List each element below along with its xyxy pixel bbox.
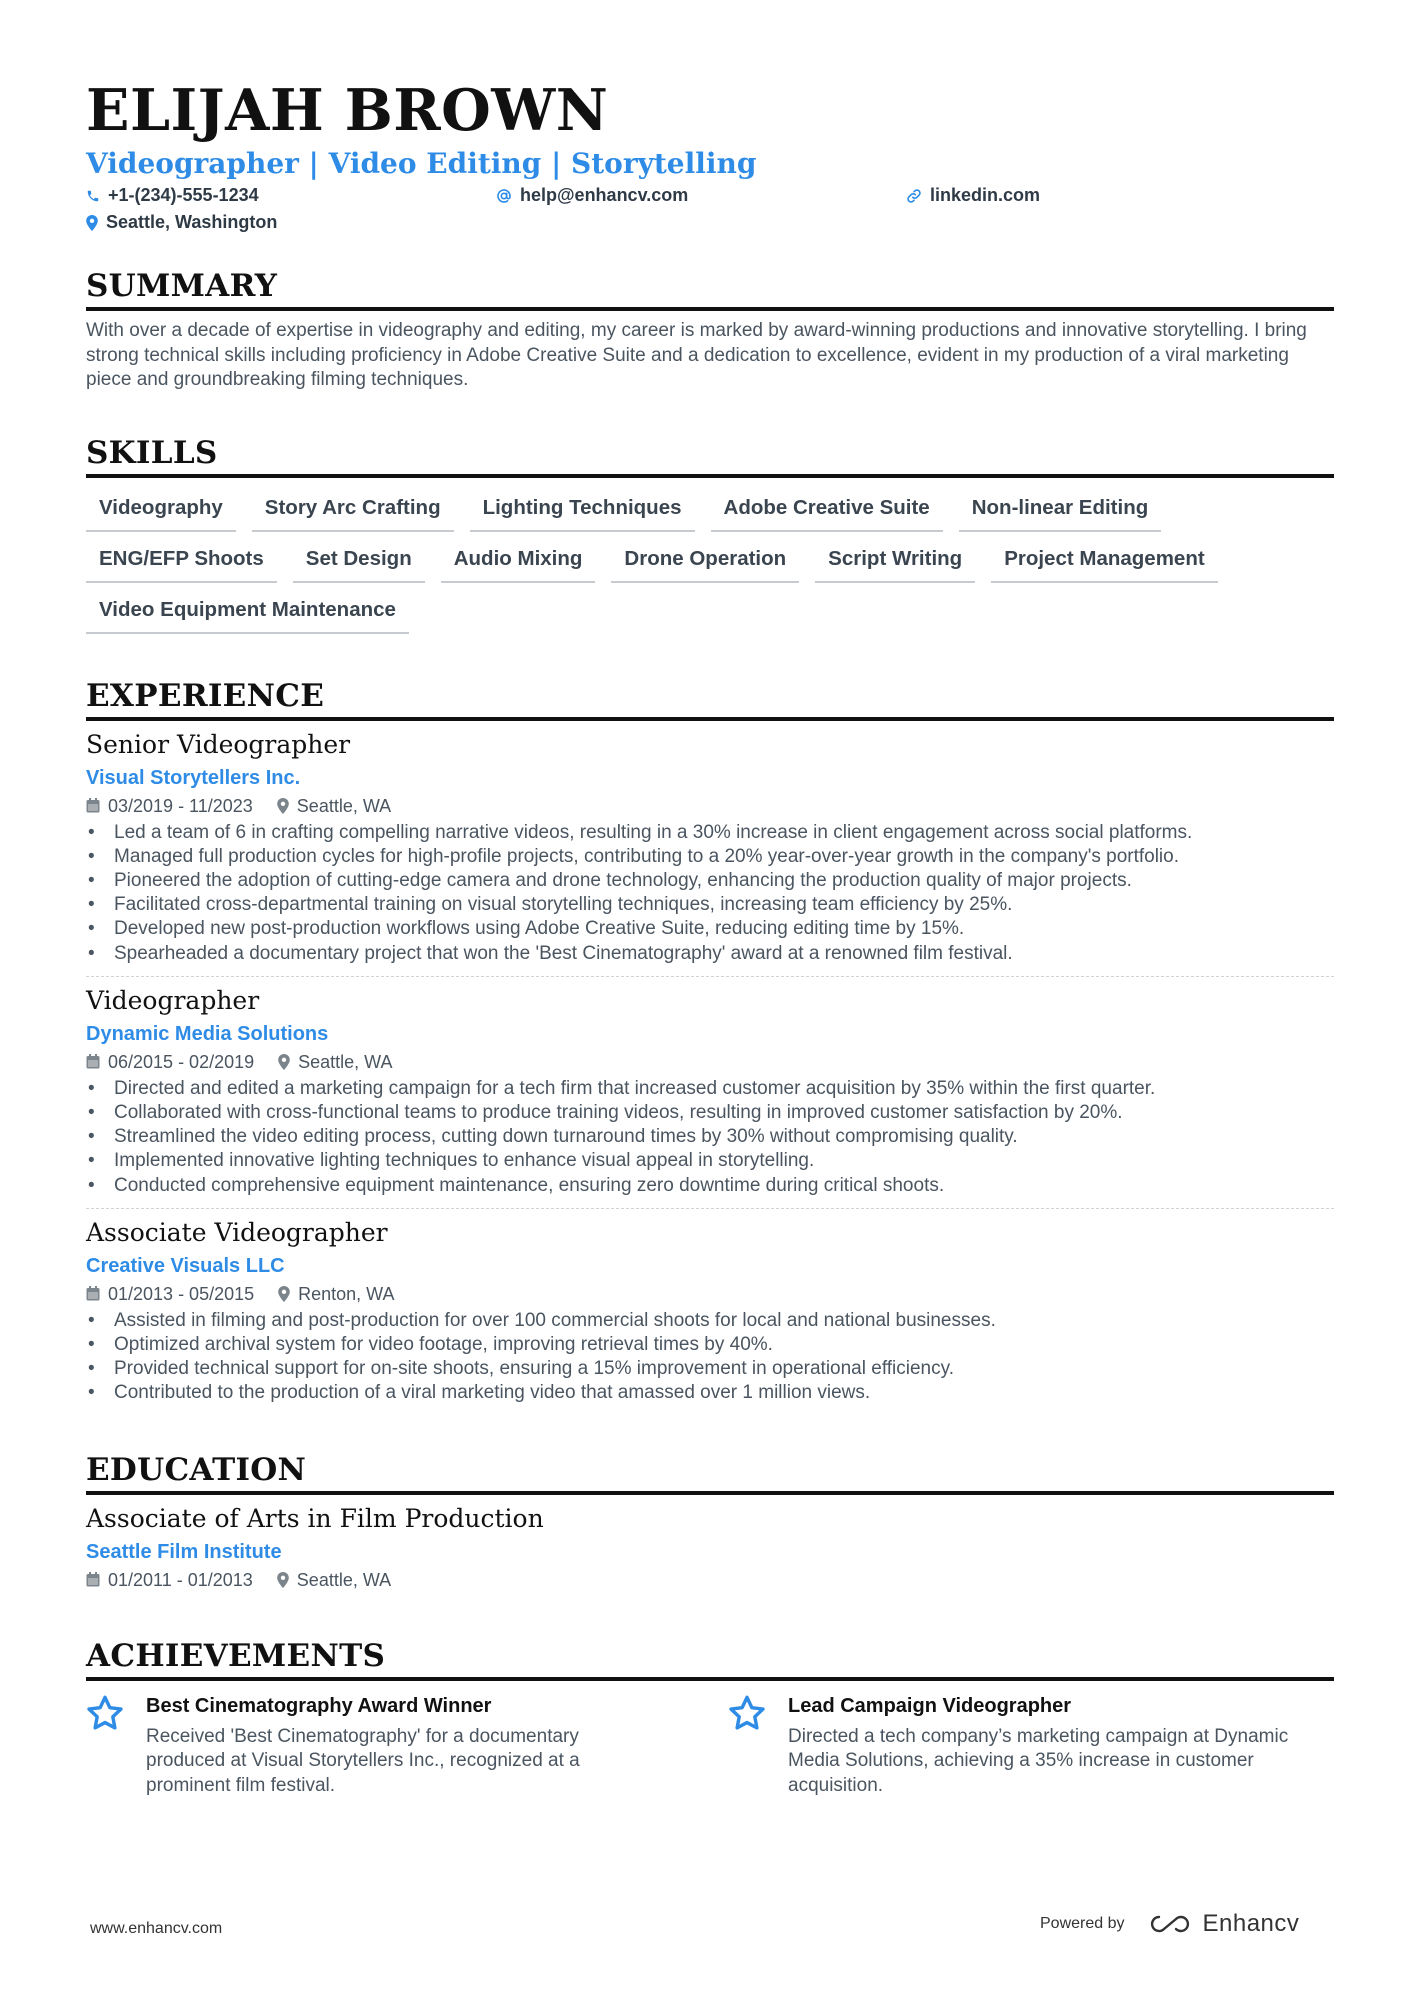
achievements-heading: ACHIEVEMENTS [86, 1637, 1334, 1681]
email-text: help@enhancv.com [520, 185, 689, 205]
contact-email[interactable] [496, 184, 906, 207]
job-bullet: • Provided technical support for on-site shoots, ensuring a 15% improvement in operational efficiency. [86, 1357, 1334, 1381]
skill-tag: Script Writing [815, 539, 975, 583]
job-company: Visual Storytellers Inc. [86, 766, 301, 789]
job-dates-text: 01/2013 - 05/2015 [108, 1283, 255, 1304]
footer-website[interactable]: www.enhancv.com [90, 1920, 223, 1937]
education-degree: Associate of Arts in Film Production [86, 1503, 544, 1533]
resume-page [86, 78, 1334, 1798]
skill-tag: Drone Operation [611, 539, 799, 583]
job-bullets [86, 821, 1334, 966]
job-bullet: • Optimized archival system for video footage, improving retrieval times by 40%. [86, 1333, 1334, 1357]
job-bullet: • Managed full production cycles for high-profile projects, contributing to a 20% year-over-year growth in the company's portfolio. [86, 845, 1334, 869]
education-heading: EDUCATION [86, 1451, 1334, 1495]
job-meta [86, 1282, 1334, 1306]
job-meta [86, 794, 1334, 818]
job-company: Dynamic Media Solutions [86, 1022, 329, 1045]
job-location [278, 1050, 392, 1074]
star-icon [728, 1693, 774, 1799]
job-meta [86, 1050, 1334, 1074]
achievement-title: Lead Campaign Videographer [788, 1694, 1072, 1717]
job-bullet: • Streamlined the video editing process, cutting down turnaround times by 30% without compromising quality. [86, 1125, 1334, 1149]
job-location-text: Seattle, WA [296, 795, 392, 816]
link-icon [906, 188, 922, 204]
job-divider [86, 1208, 1334, 1209]
calendar-icon [86, 1572, 100, 1587]
skill-tag: Lighting Techniques [470, 488, 695, 532]
job-bullets [86, 1309, 1334, 1406]
job-role: Associate Videographer [86, 1217, 388, 1247]
job-role: Videographer [86, 985, 260, 1015]
job-dates [86, 794, 253, 818]
job-bullet: • Led a team of 6 in crafting compelling narrative videos, resulting in a 30% increase in client engagement across social platforms. [86, 821, 1334, 845]
enhancv-logo-icon [1147, 1913, 1193, 1935]
summary-heading: SUMMARY [86, 267, 1334, 311]
brand-name: Enhancv [1202, 1910, 1300, 1937]
job-entry [86, 985, 1334, 1209]
summary-text: With over a decade of expertise in videography and editing, my career is marked by award-winning productions and innovative storytelling. I bring strong technical skills including proficiency in Adobe Creative Suite and a dedication to excellence, evident in my production of a viral marketing piece and groundbreaking filming techniques. [86, 320, 1307, 390]
footer-branding [1040, 1910, 1299, 1938]
education-dates-text: 01/2011 - 01/2013 [108, 1569, 253, 1590]
skill-tag: Set Design [293, 539, 425, 583]
job-bullet: • Spearheaded a documentary project that won the 'Best Cinematography' award at a renowned film festival. [86, 942, 1334, 966]
location-pin-icon [277, 798, 289, 814]
contact-location [86, 211, 496, 234]
skill-tag: Adobe Creative Suite [711, 488, 943, 532]
job-entry [86, 1217, 1334, 1406]
location-text: Seattle, Washington [106, 212, 278, 232]
summary-section [86, 267, 1334, 393]
education-location [277, 1568, 391, 1592]
at-icon [496, 188, 512, 204]
education-school: Seattle Film Institute [86, 1540, 282, 1563]
education-location-text: Seattle, WA [296, 1569, 392, 1590]
experience-section [86, 677, 1334, 1406]
phone-text: +1-(234)-555-1234 [108, 185, 259, 205]
achievement-body [788, 1693, 1308, 1799]
linkedin-text: linkedin.com [930, 185, 1041, 205]
skill-tag: Non-linear Editing [959, 488, 1162, 532]
job-dates-text: 03/2019 - 11/2023 [108, 795, 253, 816]
skill-tag: Video Equipment Maintenance [86, 590, 409, 634]
job-bullet: • Assisted in filming and post-production for over 100 commercial shoots for local and national businesses. [86, 1309, 1334, 1333]
candidate-tagline: Videographer | Video Editing | Storytelling [86, 147, 757, 180]
contact-linkedin[interactable] [906, 184, 1316, 207]
skills-section [86, 434, 1334, 641]
job-location [278, 1282, 394, 1306]
job-bullet: • Directed and edited a marketing campaign for a tech firm that increased customer acquisition by 35% within the first quarter. [86, 1077, 1334, 1101]
job-bullet: • Contributed to the production of a viral marketing video that amassed over 1 million views. [86, 1381, 1334, 1405]
job-bullet: • Conducted comprehensive equipment maintenance, ensuring zero downtime during critical shoots. [86, 1174, 1334, 1198]
achievement-item [86, 1693, 728, 1799]
job-divider [86, 976, 1334, 977]
job-dates [86, 1282, 254, 1306]
skill-tag: Project Management [991, 539, 1218, 583]
education-dates [86, 1568, 253, 1592]
education-section [86, 1451, 1334, 1592]
powered-by-label: Powered by [1040, 1915, 1125, 1932]
job-bullet: • Collaborated with cross-functional teams to produce training videos, resulting in improved customer satisfaction by 20%. [86, 1101, 1334, 1125]
job-location [277, 794, 391, 818]
job-bullet: • Facilitated cross-departmental training on visual storytelling techniques, increasing team efficiency by 25%. [86, 893, 1334, 917]
achievement-title: Best Cinematography Award Winner [146, 1694, 492, 1717]
candidate-name: ELIJAH BROWN [86, 77, 609, 144]
skills-list [86, 488, 1334, 641]
achievements-section [86, 1637, 1334, 1799]
skill-tag: Story Arc Crafting [252, 488, 454, 532]
job-dates [86, 1050, 254, 1074]
job-location-text: Seattle, WA [298, 1051, 393, 1072]
contact-info [86, 184, 1334, 234]
job-bullet: • Pioneered the adoption of cutting-edge camera and drone technology, enhancing the production quality of major projects. [86, 869, 1334, 893]
job-role: Senior Videographer [86, 729, 351, 759]
calendar-icon [86, 798, 100, 813]
job-company: Creative Visuals LLC [86, 1254, 285, 1277]
location-pin-icon [277, 1572, 289, 1588]
achievements-list [86, 1693, 1334, 1799]
job-bullets [86, 1077, 1334, 1198]
contact-phone[interactable] [86, 184, 496, 207]
achievement-description: Received 'Best Cinematography' for a documentary produced at Visual Storytellers Inc., recognized at a prominent film festival. [146, 1725, 580, 1796]
skill-tag: Videography [86, 488, 236, 532]
job-bullet: • Implemented innovative lighting techniques to enhance visual appeal in storytelling. [86, 1149, 1334, 1173]
achievement-item [728, 1693, 1334, 1799]
skills-heading: SKILLS [86, 434, 1334, 478]
location-pin-icon [278, 1054, 290, 1070]
star-icon [86, 1693, 132, 1799]
experience-heading: EXPERIENCE [86, 677, 1334, 721]
phone-icon [86, 189, 100, 203]
job-entry [86, 729, 1334, 977]
enhancv-logo[interactable] [1147, 1910, 1300, 1938]
job-dates-text: 06/2015 - 02/2019 [108, 1051, 255, 1072]
location-pin-icon [86, 215, 98, 231]
location-pin-icon [278, 1286, 290, 1302]
job-location-text: Renton, WA [298, 1283, 395, 1304]
achievement-description: Directed a tech company’s marketing campaign at Dynamic Media Solutions, achieving a 35% increase in customer acquisition. [788, 1725, 1289, 1796]
achievement-body [146, 1693, 636, 1799]
skill-tag: ENG/EFP Shoots [86, 539, 277, 583]
calendar-icon [86, 1286, 100, 1301]
calendar-icon [86, 1054, 100, 1069]
skill-tag: Audio Mixing [441, 539, 596, 583]
job-bullet: • Developed new post-production workflows using Adobe Creative Suite, reducing editing time by 15%. [86, 917, 1334, 941]
education-meta [86, 1568, 1334, 1592]
